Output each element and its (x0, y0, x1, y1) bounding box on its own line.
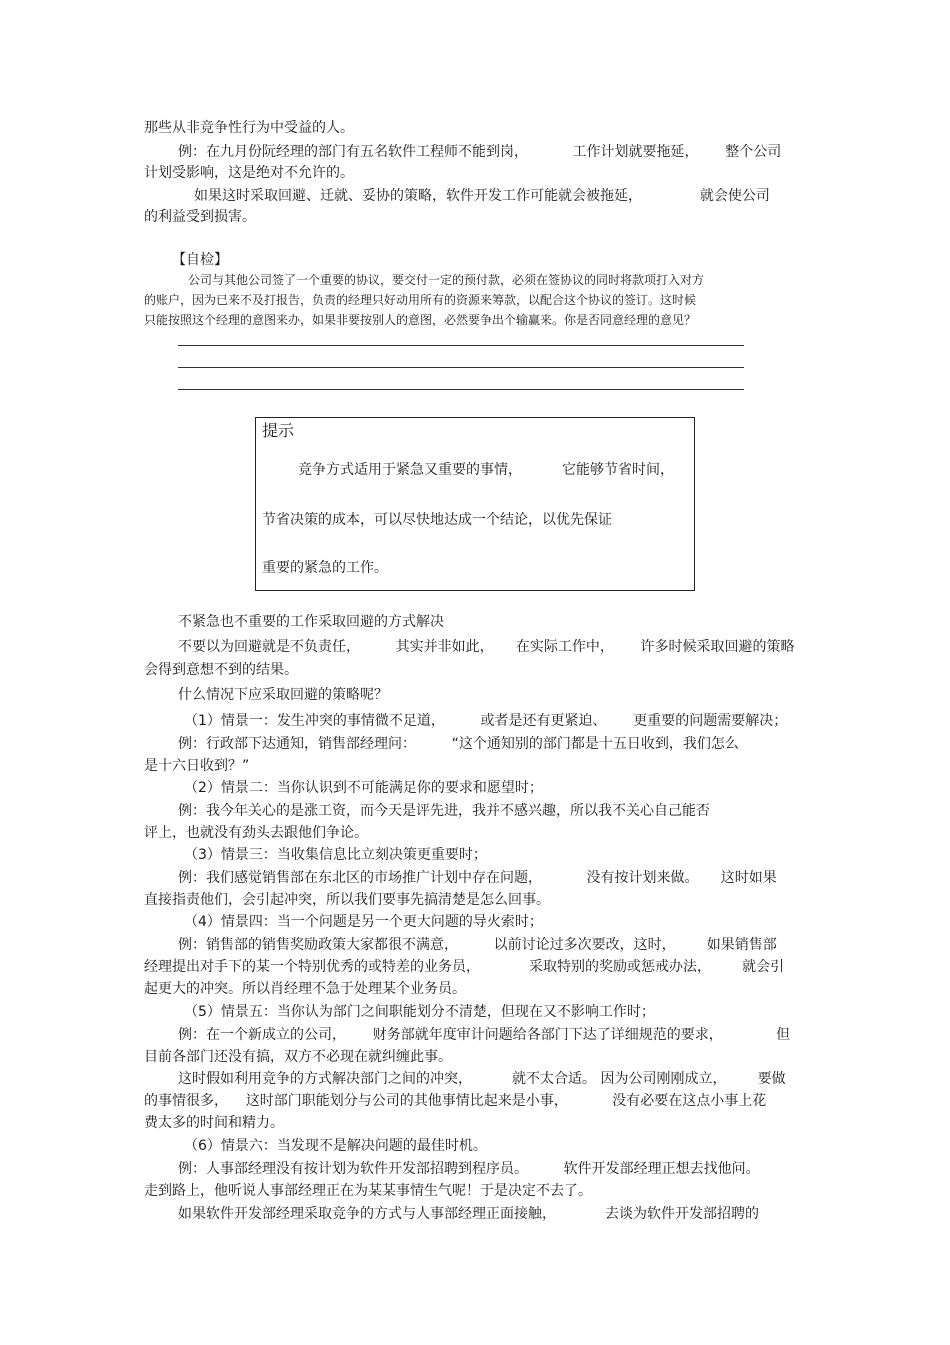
self-check-line: 的账户，因为已来不及打报告，负责的经理只好动用所有的资源来筹款，以配合这个协议的签订。这时候 (144, 293, 697, 307)
body-line: 走到路上，他听说人事部经理正在为某某事情生气呢！于是决定不去了。 (144, 1183, 592, 1199)
body-line: （2）情景二：当你认识到不可能满足你的要求和愿望时； (184, 780, 543, 796)
body-line: 评上，也就没有劲头去跟他们争论。 (144, 825, 368, 841)
body-line: 直接指责他们，会引起冲突，所以我们要事先搞清楚是怎么回事。 (144, 892, 550, 908)
intro-line: 例：在九月份阮经理的部门有五名软件工程师不能到岗， 工作计划就要拖延， 整个公司 (178, 144, 782, 160)
intro-line: 那些从非竞争性行为中受益的人。 (144, 120, 354, 136)
hint-line: 节省决策的成本，可以尽快地达成一个结论，以优先保证 (262, 512, 612, 528)
body-line: 会得到意想不到的结果。 (144, 662, 298, 678)
hint-box (255, 417, 695, 591)
body-line: 什么情况下应采取回避的策略呢？ (178, 687, 388, 703)
body-line: （1）情景一：发生冲突的事情微不足道， 或者是还有更紧迫、 更重要的问题需要解决； (184, 713, 788, 729)
intro-line: 如果这时采取回避、迁就、妥协的策略，软件开发工作可能就会被拖延， 就会使公司 (194, 188, 770, 204)
body-line: 不要以为回避就是不负责任， 其实并非如此， 在实际工作中， 许多时候采取回避的策略 (178, 639, 795, 655)
self-check-line: 公司与其他公司签了一个重要的协议，要交付一定的预付款，必须在签协议的同时将款项打入对方 (188, 273, 705, 287)
body-line: 不紧急也不重要的工作采取回避的方式解决 (178, 614, 444, 630)
hint-title: 提示 (262, 421, 295, 440)
body-line: 经理提出对手下的某一个特别优秀的或特差的业务员， 采取特别的奖励或惩戒办法， 就会引 (144, 959, 785, 975)
intro-line: 计划受影响，这是绝对不允许的。 (144, 165, 354, 181)
intro-line: 的利益受到损害。 (144, 209, 256, 225)
self-check-line: 只能按照这个经理的意图来办，如果非要按别人的意图，必然要争出个输赢来。你是否同意经理的意见？ (144, 313, 697, 327)
body-line: 例：销售部的销售奖励政策大家都很不满意， 以前讨论过多次要改，这时， 如果销售部 (178, 937, 777, 953)
answer-line[interactable] (178, 367, 744, 368)
answer-line[interactable] (178, 345, 744, 346)
body-line: 例：人事部经理没有按计划为软件开发部招聘到程序员。 软件开发部经理正想去找他问。 (178, 1161, 760, 1177)
body-line: （6）情景六：当发现不是解决问题的最佳时机。 (184, 1138, 487, 1154)
body-line: 是十六日收到？” (144, 758, 250, 774)
body-line: 这时假如利用竞争的方式解决部门之间的冲突， 就不太合适。 因为公司刚刚成立， 要做 (178, 1071, 786, 1087)
self-check-title: 【自检】 (172, 252, 228, 268)
body-line: （3）情景三：当收集信息比立刻决策更重要时； (184, 847, 487, 863)
body-line: 如果软件开发部经理采取竞争的方式与人事部经理正面接触， 去谈为软件开发部招聘的 (178, 1206, 759, 1222)
answer-line[interactable] (178, 389, 744, 390)
body-line: 目前各部门还没有搞，双方不必现在就纠缠此事。 (144, 1049, 452, 1065)
hint-line: 竞争方式适用于紧急又重要的事情， 它能够节省时间， (298, 462, 675, 478)
body-line: 例：我们感觉销售部在东北区的市场推广计划中存在问题， 没有按计划来做。 这时如果 (178, 870, 777, 886)
body-line: （5）情景五：当你认为部门之间职能划分不清楚，但现在又不影响工作时； (184, 1004, 655, 1020)
body-line: 例：我今年关心的是涨工资，而今天是评先进，我并不感兴趣，所以我不关心自己能否 (178, 803, 710, 819)
body-line: 例：在一个新成立的公司， 财务部就年度审计问题给各部门下达了详细规范的要求， 但 (178, 1027, 791, 1043)
body-line: 费太多的时间和精力。 (144, 1115, 284, 1131)
body-line: 的事情很多， 这时部门职能划分与公司的其他事情比起来是小事， 没有必要在这点小事上花 (144, 1093, 767, 1109)
hint-line: 重要的紧急的工作。 (262, 560, 388, 576)
body-line: 例：行政部下达通知，销售部经理问： “这个通知别的部门都是十五日收到，我们怎么 (178, 736, 739, 752)
body-line: 起更大的冲突。所以肖经理不急于处理某个业务员。 (144, 981, 466, 997)
body-line: （4）情景四：当一个问题是另一个更大问题的导火索时； (184, 914, 543, 930)
